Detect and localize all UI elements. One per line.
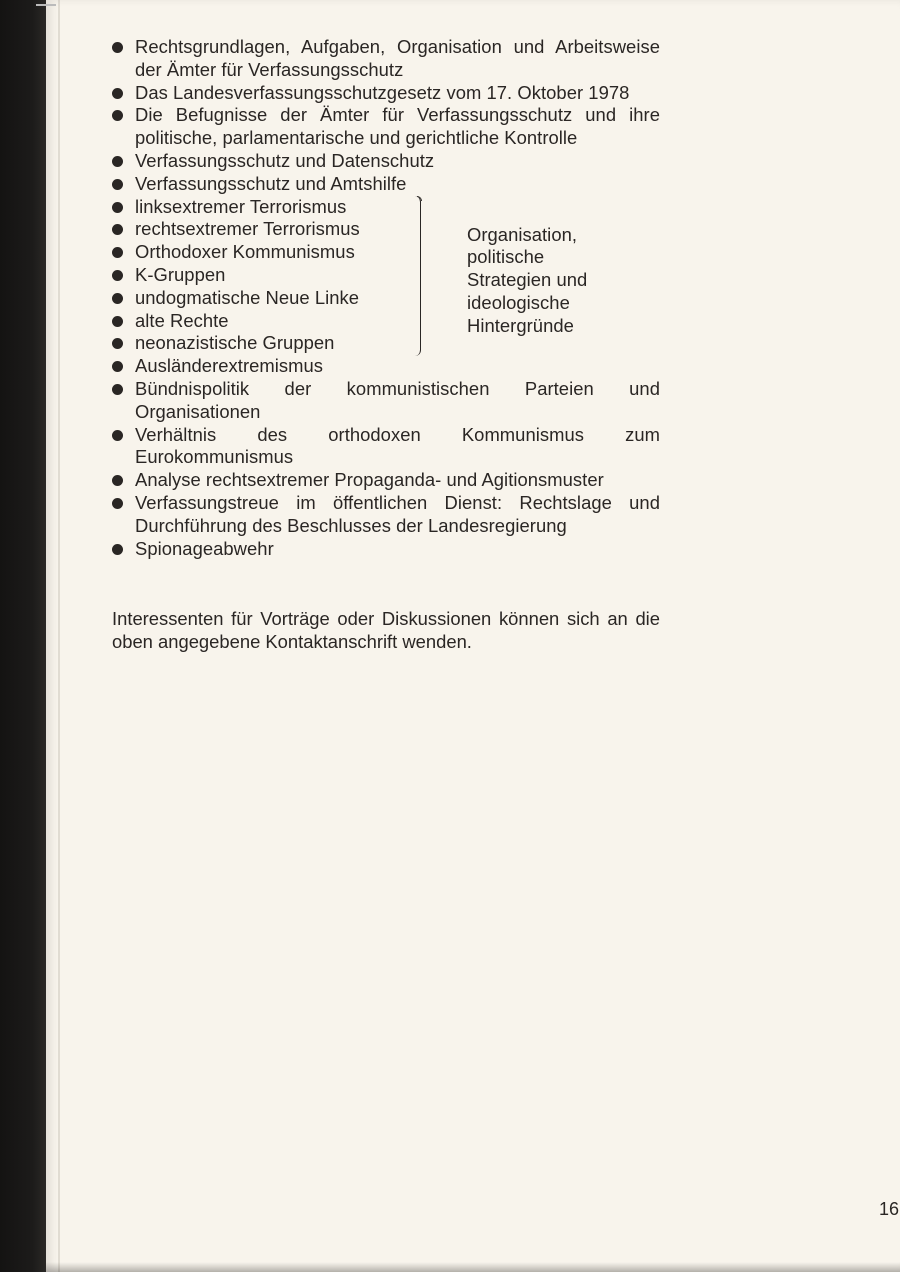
extremism-group	[112, 196, 660, 378]
group-label-line: Strategien und	[467, 269, 588, 291]
list-item-text: K-Gruppen	[135, 263, 226, 285]
list-item	[112, 538, 660, 561]
bullet-icon	[112, 247, 123, 258]
group-label-line: ideologische	[467, 291, 570, 313]
page-number: 16	[879, 1199, 900, 1219]
list-item	[112, 492, 660, 538]
list-item	[112, 104, 660, 150]
list-item-text: Das Landesverfassungsschutzgesetz vom 17. Oktober 1978	[135, 81, 630, 103]
list-item	[112, 378, 660, 424]
group-label	[467, 224, 667, 338]
bullet-icon	[112, 224, 123, 235]
page-fold-line	[58, 0, 60, 1272]
closing-paragraph: Interessenten für Vorträge oder Diskussionen können sich an die oben angegebene Kontaktanschrift wenden.	[112, 608, 660, 652]
list-item-text: Verfassungstreue im öffentlichen Dienst: Rechtslage und Durchführung des Beschlusses der Landesregierung	[135, 491, 660, 536]
list-item	[112, 173, 660, 196]
bullet-icon	[112, 338, 123, 349]
list-item	[112, 196, 660, 219]
list-item-text: Verfassungsschutz und Datenschutz	[135, 149, 435, 171]
bullet-icon	[112, 293, 123, 304]
bullet-icon	[112, 110, 123, 121]
bullet-icon	[112, 475, 123, 486]
list-item	[112, 355, 660, 378]
group-label-line: Organisation,	[467, 223, 578, 245]
list-item-text: rechtsextremer Terrorismus	[135, 218, 360, 240]
bullet-icon	[112, 156, 123, 167]
bullet-icon	[112, 270, 123, 281]
topic-list	[112, 36, 660, 560]
bullet-icon	[112, 384, 123, 395]
page-bottom-shadow	[46, 1262, 900, 1272]
bullet-icon	[112, 179, 123, 190]
bullet-icon	[112, 498, 123, 509]
list-item-text: Bündnispolitik der kommunistischen Parteien und Organisationen	[135, 377, 660, 422]
bullet-icon	[112, 316, 123, 327]
bullet-icon	[112, 88, 123, 99]
top-margin-mark	[36, 4, 56, 6]
bullet-icon	[112, 361, 123, 372]
list-item	[112, 424, 660, 470]
list-item-text: undogmatische Neue Linke	[135, 286, 360, 308]
list-item	[112, 82, 660, 105]
list-item-text: Ausländerextremismus	[135, 355, 324, 377]
list-item-text: alte Rechte	[135, 309, 229, 331]
list-item-text: linksextremer Terrorismus	[135, 195, 347, 217]
bullet-icon	[112, 42, 123, 53]
list-item-text: Analyse rechtsextremer Propaganda- und Agitionsmuster	[135, 469, 604, 491]
bullet-icon	[112, 430, 123, 441]
list-item-text: Verhältnis des orthodoxen Kommunismus zum Eurokommunismus	[135, 423, 660, 468]
book-binding-edge	[0, 0, 46, 1272]
group-label-line: politische	[467, 246, 545, 268]
right-brace-icon	[410, 196, 421, 356]
list-item	[112, 36, 660, 82]
list-item-text: Verfassungsschutz und Amtshilfe	[135, 172, 407, 194]
bullet-icon	[112, 544, 123, 555]
list-item	[112, 150, 660, 173]
group-label-line: Hintergründe	[467, 314, 574, 336]
list-item-text: Orthodoxer Kommunismus	[135, 241, 355, 263]
list-item-text: Die Befugnisse der Ämter für Verfassungsschutz und ihre politische, parlamentarische und gerichtliche Kontrolle	[135, 104, 660, 149]
list-item-text: Spionageabwehr	[135, 537, 274, 559]
bullet-icon	[112, 202, 123, 213]
list-item-text: neonazistische Gruppen	[135, 332, 335, 354]
list-item-text: Rechtsgrundlagen, Aufgaben, Organisation und Arbeitsweise der Ämter für Verfassungsschutz	[135, 36, 660, 80]
list-item	[112, 469, 660, 492]
